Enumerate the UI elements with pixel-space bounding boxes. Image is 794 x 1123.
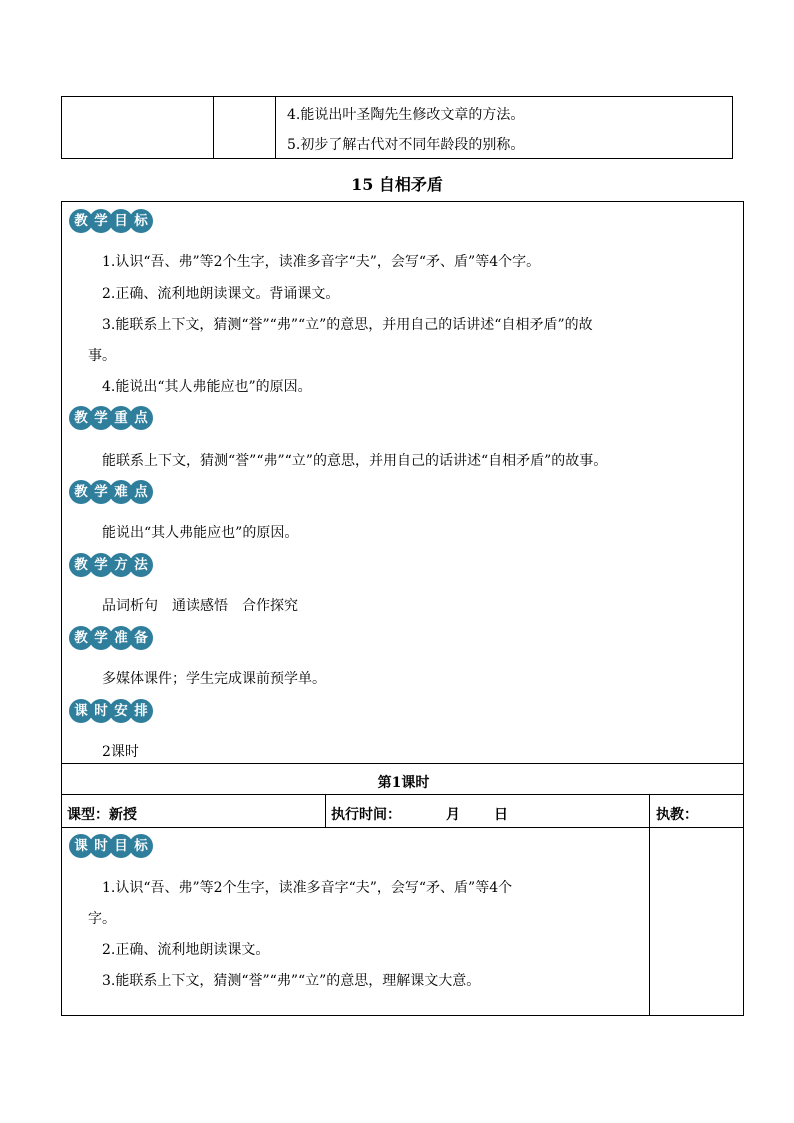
preparation-text: 多媒体课件；学生完成课前预学单。 xyxy=(102,671,326,687)
period-title: 第1课时 xyxy=(377,775,430,791)
goal-line: 4.能说出“其人弗能应也”的原因。 xyxy=(102,379,312,395)
section-badge-difficulties: 教 学 难 点 xyxy=(70,481,150,507)
section-badge-methods: 教 学 方 法 xyxy=(70,554,150,580)
period-goal-line: 2.正确、流利地朗读课文。 xyxy=(102,942,270,958)
key-points-text: 能联系上下文，猜测“誉”“弗”“立”的意思，并用自己的话讲述“自相矛盾”的故事。 xyxy=(102,453,608,469)
lesson-plan-box xyxy=(61,201,744,764)
top-table-item: 4.能说出叶圣陶先生修改文章的方法。 xyxy=(287,107,525,123)
difficulties-text: 能说出“其人弗能应也”的原因。 xyxy=(102,525,299,541)
methods-text: 品词析句 通读感悟 合作探究 xyxy=(102,598,298,614)
exec-month: 月 xyxy=(446,807,460,823)
schedule-text: 2课时 xyxy=(102,744,139,760)
period-table xyxy=(61,763,744,1016)
teacher-label: 执教： xyxy=(656,807,698,823)
top-table-divider-1 xyxy=(213,97,214,158)
lesson-type: 课型：新授 xyxy=(67,807,137,823)
period-divider-1 xyxy=(62,794,743,795)
period-goal-line: 3.能联系上下文，猜测“誉”“弗”“立”的意思，理解课文大意。 xyxy=(102,973,481,989)
period-divider-2 xyxy=(62,827,743,828)
section-badge-key-points: 教 学 重 点 xyxy=(70,407,150,433)
goal-line: 3.能联系上下文，猜测“誉”“弗”“立”的意思，并用自己的话讲述“自相矛盾”的故 xyxy=(102,317,593,333)
goal-line: 2.正确、流利地朗读课文。背诵课文。 xyxy=(102,286,340,302)
section-badge-schedule: 课 时 安 排 xyxy=(70,700,150,726)
top-table xyxy=(61,96,733,159)
period-goal-line: 1.认识“吾、弗”等2个生字，读准多音字“夫”，会写“矛、盾”等4个 xyxy=(102,880,513,896)
goal-line: 事。 xyxy=(88,348,116,364)
section-badge-goals: 教 学 目 标 xyxy=(70,210,150,236)
goal-line: 1.认识“吾、弗”等2个生字，读准多音字“夫”，会写“矛、盾”等4个字。 xyxy=(102,254,541,270)
top-table-divider-2 xyxy=(275,97,276,158)
period-goal-line: 字。 xyxy=(88,911,116,927)
section-badge-preparation: 教 学 准 备 xyxy=(70,627,150,653)
top-table-item: 5.初步了解古代对不同年龄段的别称。 xyxy=(287,137,525,153)
period-cell-divider-1 xyxy=(325,794,326,827)
lesson-title: 15 自相矛盾 xyxy=(351,175,443,194)
exec-time-label: 执行时间： xyxy=(331,807,401,823)
exec-day: 日 xyxy=(494,807,508,823)
section-badge-period-goals: 课 时 目 标 xyxy=(70,835,150,861)
